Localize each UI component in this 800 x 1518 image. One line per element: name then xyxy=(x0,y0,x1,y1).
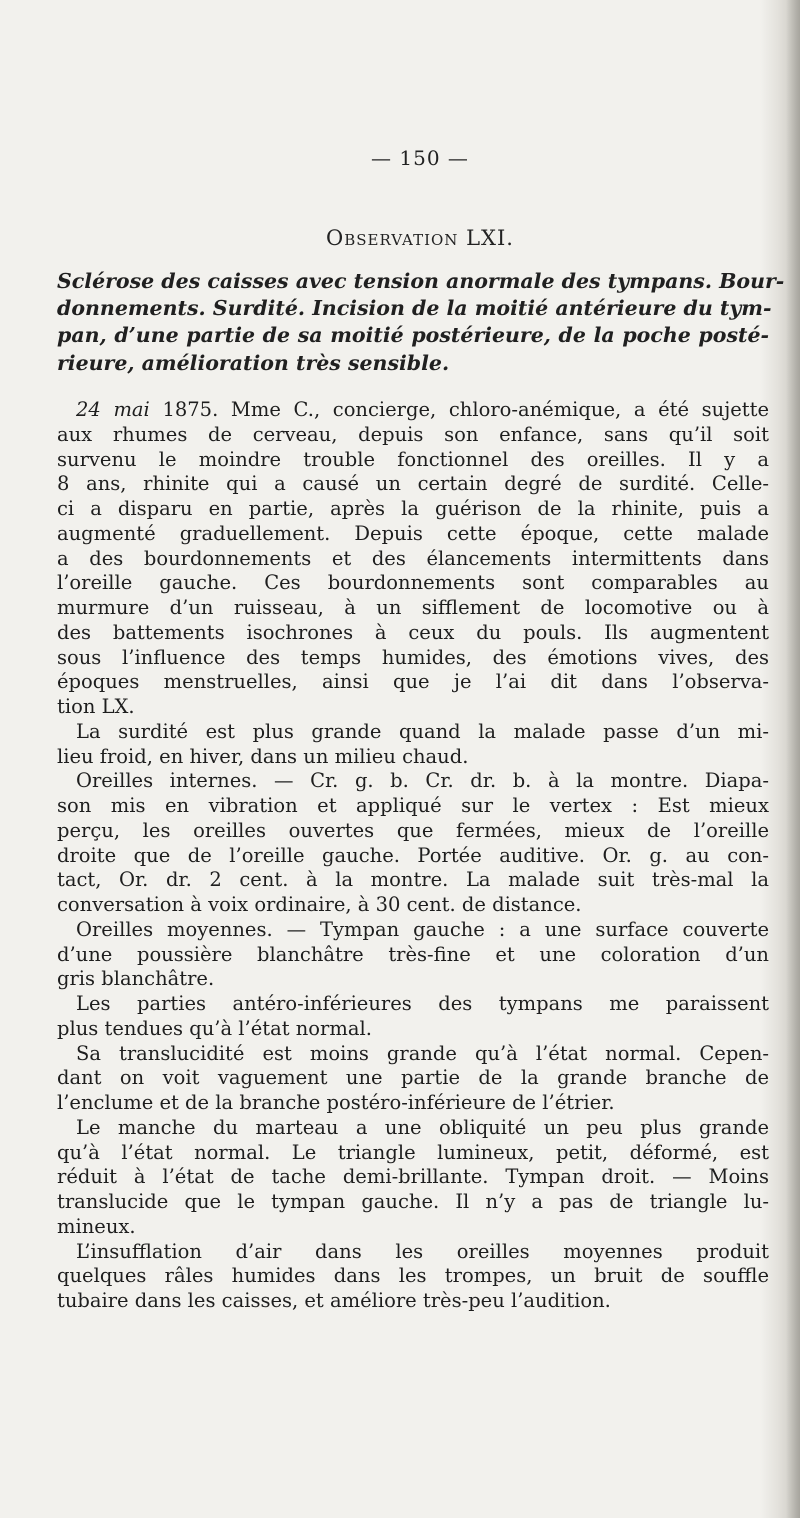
text-line: tact, Or. dr. 2 cent. à la montre. La malade suit très-mal la xyxy=(57,868,769,892)
text-line: l’oreille gauche. Ces bourdonnements sont comparables au xyxy=(57,571,769,595)
text-line xyxy=(57,398,769,423)
text-line: augmenté graduellement. Depuis cette époque, cette malade xyxy=(57,521,769,545)
text-line: Les parties antéro-inférieures des tympans me paraissent xyxy=(76,992,769,1015)
text-line: aux rhumes de cerveau, depuis son enfance, sans qu’il soit xyxy=(57,422,769,446)
text-line: d’une poussière blanchâtre très-fine et une coloration d’un xyxy=(57,942,769,966)
summary-line: donnements. Surdité. Incision de la moitié antérieure du tym- xyxy=(57,296,772,321)
text-line: tubaire dans les caisses, et améliore très-peu l’audition. xyxy=(57,1289,611,1312)
text-line: Sa translucidité est moins grande qu’à l’état normal. Cepen- xyxy=(76,1041,769,1065)
text-line: ci a disparu en partie, après la guérison de la rhinite, puis a xyxy=(57,497,769,520)
page-number: — 150 — xyxy=(371,146,469,170)
observation-summary xyxy=(57,268,785,377)
text-line: des battements isochrones à ceux du pouls. Ils augmentent xyxy=(57,620,769,644)
observation-title: Observation LXI. xyxy=(326,226,514,250)
text-line: époques menstruelles, ainsi que je l’ai dit dans l’observa- xyxy=(57,670,769,694)
text-line: Le manche du marteau a une obliquité un peu plus grande xyxy=(76,1115,769,1139)
text-line: murmure d’un ruisseau, à un sifflement de locomotive ou à xyxy=(57,596,769,619)
text-line: translucide que le tympan gauche. Il n’y a pas de triangle lu- xyxy=(57,1190,769,1213)
text-line: lieu froid, en hiver, dans un milieu chaud. xyxy=(57,744,469,768)
text-line: l’enclume et de la branche postéro-inférieure de l’étrier. xyxy=(57,1091,615,1114)
observation-body xyxy=(57,398,769,1314)
text-line: La surdité est plus grande quand la malade passe d’un mi- xyxy=(76,719,769,743)
text-line: Oreilles moyennes. — Tympan gauche : a une surface couverte xyxy=(76,917,769,941)
text-line: Oreilles internes. — Cr. g. b. Cr. dr. b. à la montre. Diapa- xyxy=(76,769,769,793)
text-line: 8 ans, rhinite qui a causé un certain degré de surdité. Celle- xyxy=(57,472,769,496)
text-line: plus tendues qu’à l’état normal. xyxy=(57,1016,372,1040)
text-line: dant on voit vaguement une partie de la grande branche de xyxy=(57,1066,769,1090)
text-line: réduit à l’état de tache demi-brillante. Tympan droit. — Moins xyxy=(57,1165,769,1189)
text-line: perçu, les oreilles ouvertes que fermées, mieux de l’oreille xyxy=(57,818,769,842)
summary-line: pan, d’une partie de sa moitié postérieure, de la poche posté- xyxy=(57,323,769,348)
text-fragment: 1875. Mme C., concierge, chloro-anémique, a été sujette xyxy=(162,398,769,421)
text-line: L’insufflation d’air dans les oreilles moyennes produit xyxy=(76,1239,769,1263)
text-line: qu’à l’état normal. Le triangle lumineux, petit, déformé, est xyxy=(57,1140,769,1164)
text-line: quelques râles humides dans les trompes, un bruit de souffle xyxy=(57,1264,769,1288)
summary-line: Sclérose des caisses avec tension anormale des tympans. Bour- xyxy=(57,269,785,293)
summary-line: rieure, amélioration très sensible. xyxy=(57,350,450,375)
text-line: sous l’influence des temps humides, des émotions vives, des xyxy=(57,645,769,669)
text-line: a des bourdonnements et des élancements intermittents dans xyxy=(57,546,769,570)
text-line: droite que de l’oreille gauche. Portée auditive. Or. g. au con- xyxy=(57,843,769,867)
text-line: gris blanchâtre. xyxy=(57,967,215,991)
text-line: mineux. xyxy=(57,1214,136,1238)
text-line: tion LX. xyxy=(57,695,135,718)
text-line: survenu le moindre trouble fonctionnel des oreilles. Il y a xyxy=(57,447,769,471)
text-line: conversation à voix ordinaire, à 30 cent. de distance. xyxy=(57,893,582,916)
text-line: son mis en vibration et appliqué sur le vertex : Est mieux xyxy=(57,794,769,817)
case-date: 24 mai xyxy=(76,398,150,421)
